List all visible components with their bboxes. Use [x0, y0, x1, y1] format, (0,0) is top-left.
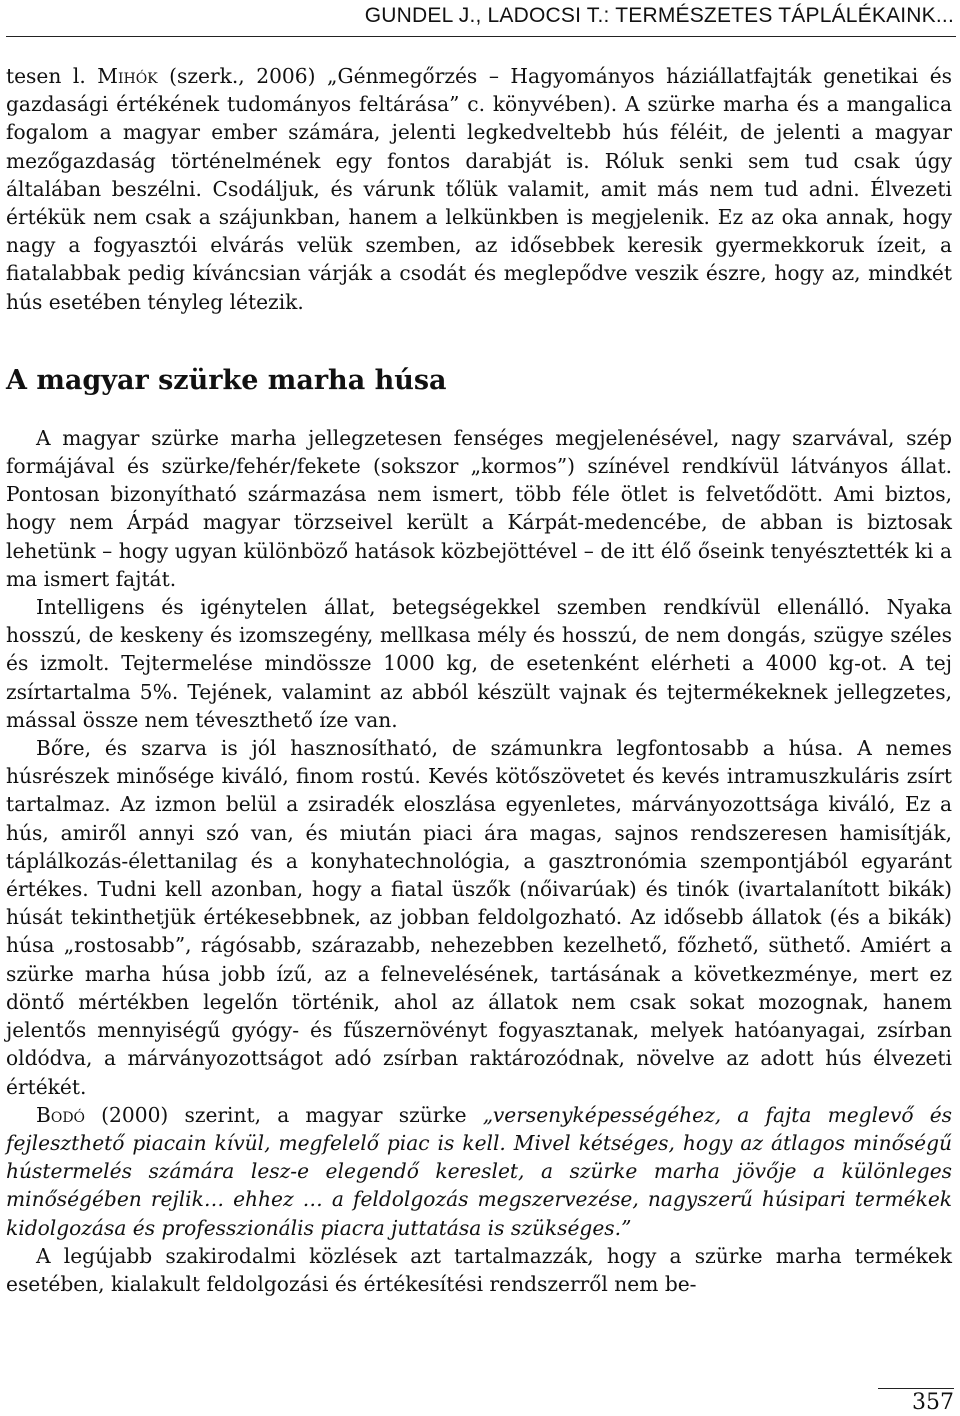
page-body	[6, 62, 952, 1298]
page-number-rule	[878, 1388, 954, 1389]
intro-paragraph	[6, 62, 952, 316]
citation-quote: „versenyképességéhez, a fajta meglevő és fejleszthető piacain kívül, megfelelő piac is kell. Mivel kétséges, hogy az átlagos minőségű hústermelés számára lesz-e elegendő kereslet, a szürke marha jövője a különleges minőségében rejlik… ehhez … a feldolgozás megszervezése, nagyszerű húsipari termékek kidolgozása és professzionális piacra juttatása is szükséges.”	[6, 1102, 953, 1240]
citation-pre: (2000) szerint, a magyar szürke	[85, 1102, 483, 1127]
paragraph-meat-quality: Bőre, és szarva is jól hasznosítható, de számunkra legfontosabb a húsa. A nemes húsrészek minősége kiváló, finom rostú. Kevés kötőszövetet és kevés intramuszkuláris zsírt tartalmaz. Az izmon belül a zsiradék eloszlása egyenletes, márványozottsága kiváló, Ez a hús, amiről annyi szó van, és miután piaci ára magas, sajnos rendszeresen hamisítják, táplálkozás-élettanilag és a konyhatechnológia, a gasztronómia szempontjából egyaránt értékes. Tudni kell azonban, hogy a fiatal üszők (nőivarúak) és tinók (ivartalanított bikák) húsát tekinthetjük értékesebbnek, az jobban feldolgozható. Az idősebb állatok (és a bikák) húsa „rostosabb”, rágósabb, szárazabb, nehezebben kezelhető, főzhető, süthető. Amiért a szürke marha húsa jobb ízű, az a felnevelésének, tartásának a következménye, mert ez döntő mértékben legelőn történik, ahol az állatok nem csak sokat mozognak, hanem jelentős mennyiségű gyógy- és fűszernövényt fogyasztanak, melyek hatóanyagai, zsírban oldódva, a márványozottságot adó zsírban raktározódnak, növelve az adott hús élvezeti értékét.	[6, 736, 952, 1099]
intro-pre: tesen l.	[6, 64, 98, 88]
paragraph-traits: Intelligens és igénytelen állat, betegségekkel szemben rendkívül ellenálló. Nyaka hosszú, de keskeny és izomszegény, mellkasa mély és hosszú, de nem dongás, szügye széles és izmolt. Tejtermelése mindössze 1000 kg, de esetenként elérheti a 4000 kg-ot. A tej zsírtartalma 5%. Tejének, valamint az abból készült vajnak és tejtermékeknek jellegzetes, mással össze nem téveszthető íze van.	[6, 595, 952, 732]
intro-author: Mihók	[97, 64, 158, 88]
running-header: GUNDEL J., LADOCSI T.: TERMÉSZETES TÁPLÁLÉKAINK...	[364, 4, 954, 27]
paragraph-origin: A magyar szürke marha jellegzetesen fenséges megjelenésével, nagy szarvával, szép formájával és szürke/fehér/fekete (sokszor „kormos”) színével rendkívül látványos állat. Pontosan bizonyítható származása nem ismert, több féle ötlet is felvetődött. Ami biztos, hogy nem Árpád magyar törzseivel került a Kárpát-medencébe, de abban is biztosak lehetünk – hogy ugyan különböző hatások közbejöttével – de itt élő őseink tenyésztették ki a ma ismert fajtát.	[6, 425, 952, 591]
page-number: 357	[912, 1390, 954, 1415]
intro-post: (szerk., 2006) „Génmegőrzés – Hagyományos háziállatfajták genetikai és gazdasági értékének tudományos feltárása” c. könyvében). A szürke marha és a mangalica fogalom a magyar ember számára, jelenti legkedveltebb hús féléit, de jelenti a magyar mezőgazdaság történelmének egy fontos darabját is. Róluk senki sem tud csak úgy általában beszélni. Csodáljuk, és várunk tőlük valamit, amit más nem tud adni. Élvezeti értékük nem csak a szájunkban, hanem a lelkünkben is megjelenik. Ez az oka annak, hogy nagy a fogyasztói elvárás velük szemben, az idősebbek keresik gyermekkoruk ízeit, a fiatalabbak pedig kíváncsian várják a csodát és meglepődve veszik észre, hogy az, mindkét hús esetében tényleg létezik.	[6, 64, 953, 314]
paragraph-bodo-quote	[6, 1101, 952, 1242]
paragraph-latest-literature: A legújabb szakirodalmi közlések azt tartalmazzák, hogy a szürke marha termékek esetében, kialakult feldolgozási és értékesítési rendszerről nem be-	[6, 1243, 952, 1296]
section-heading: A magyar szürke marha húsa	[6, 364, 447, 396]
header-rule	[6, 36, 956, 37]
citation-author: Bodó	[36, 1102, 86, 1127]
